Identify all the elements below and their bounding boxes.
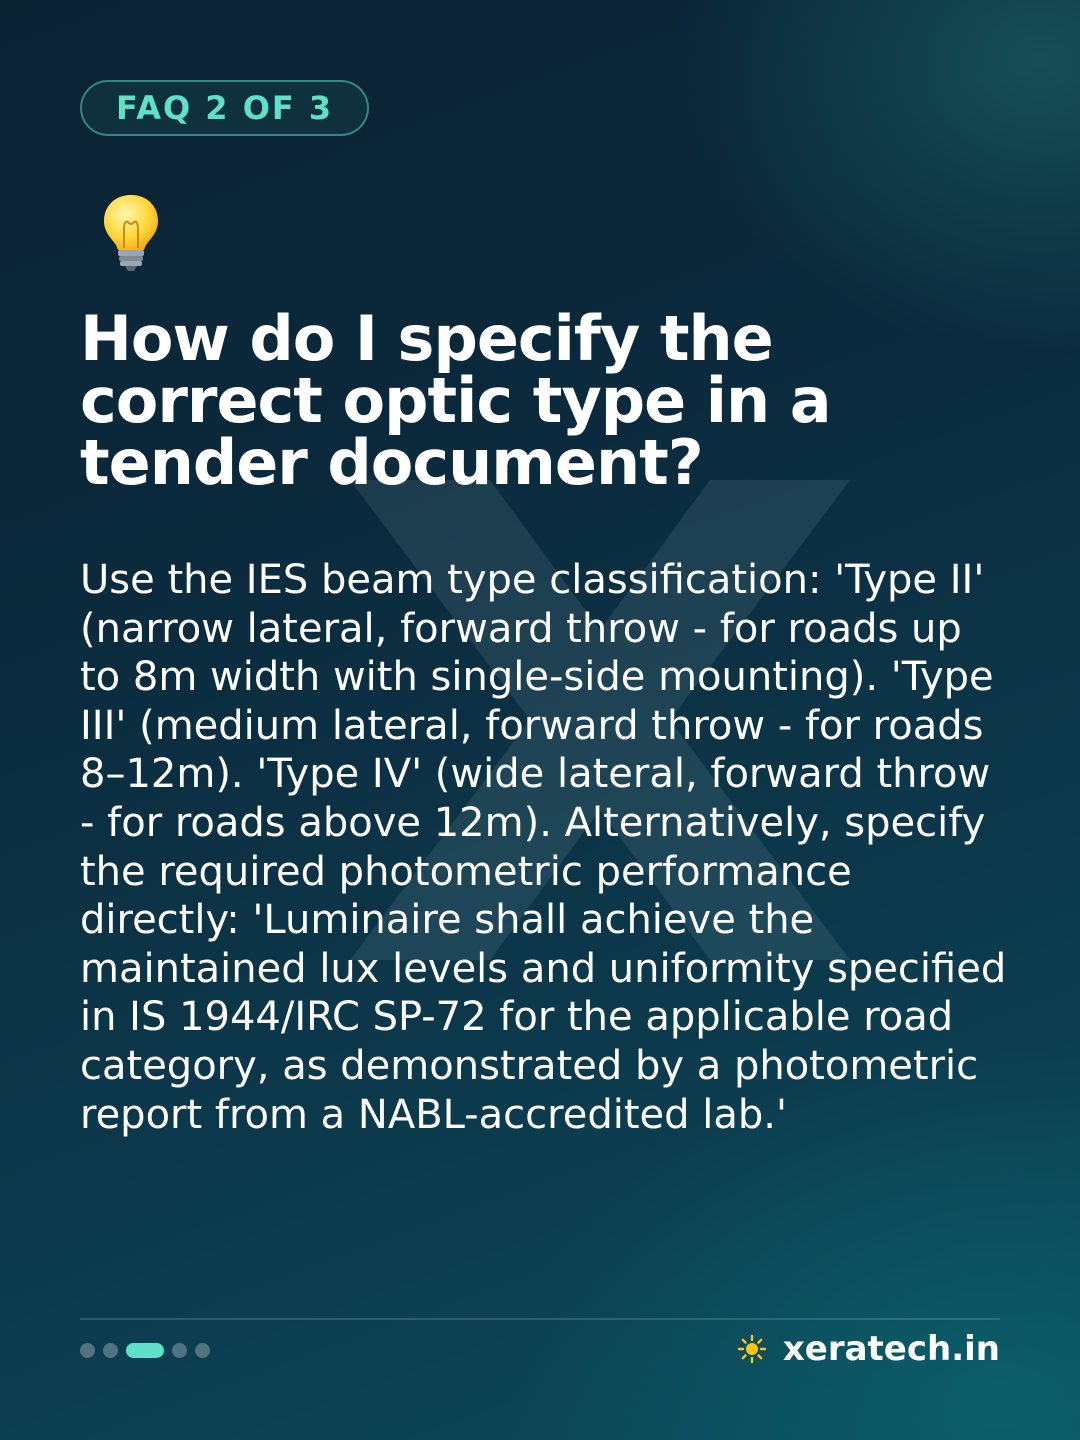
- faq-counter-badge: [80, 80, 369, 136]
- footer-divider: [80, 1318, 1000, 1320]
- light-bulb-icon: [100, 192, 162, 272]
- pagination-dot: [80, 1343, 95, 1358]
- faq-answer: Use the IES beam type classification: 'Type II' (narrow lateral, forward throw - for roads up to 8m width with single-side mounting). 'Type III' (medium lateral, forward throw - for roads 8–12m). 'Type IV' (wide lateral, forward throw - for roads above 12m). Alternatively, specify the required photometric performance directly: 'Luminaire shall achieve the maintained lux levels and uniformity specified in IS 1944/IRC SP-72 for the applicable road category, as demonstrated by a photometric report from a NABL-accredited lab.': [80, 557, 1007, 1138]
- pagination-dot: [172, 1343, 187, 1358]
- pagination-dot-active: [126, 1343, 164, 1358]
- faq-question: How do I specify the correct optic type in a tender document?: [80, 302, 831, 499]
- pagination-dot: [103, 1343, 118, 1358]
- carousel-pagination: [80, 1342, 210, 1358]
- sun-icon: [737, 1334, 767, 1364]
- brand-footer: [737, 1322, 1000, 1376]
- brand-name: xeratech.in: [782, 1329, 1000, 1369]
- faq-counter-label: FAQ 2 OF 3: [116, 89, 334, 127]
- pagination-dot: [195, 1343, 210, 1358]
